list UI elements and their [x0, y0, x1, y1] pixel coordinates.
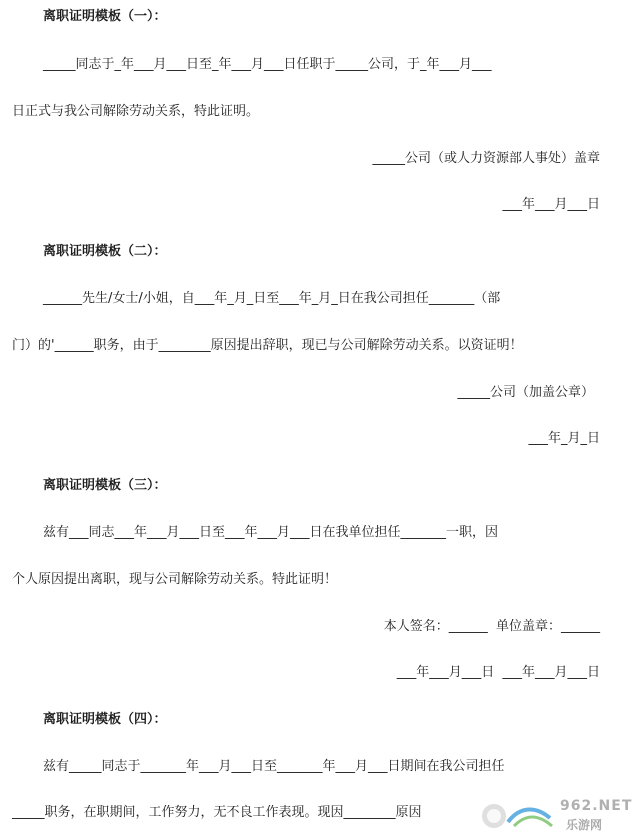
section-2-date: ___年_月_日 — [528, 431, 600, 446]
section-1-body-line-1: _____同志于_年___月___日至_年___月___日任职于_____公司，于_年___月___ — [43, 57, 492, 72]
watermark-sub-text: 乐游网 — [566, 818, 603, 832]
section-3-body-line-2: 个人原因提出离职，现与公司解除劳动关系。特此证明！ — [12, 572, 338, 587]
watermark — [480, 798, 632, 834]
section-1-body-line-2: 日正式与我公司解除劳动关系，特此证明。 — [12, 104, 260, 119]
section-4-body-line-2: _____职务，在职期间，工作努力，无不良工作表现。现因________原因 — [12, 805, 422, 820]
section-4-heading: 离职证明模板（四）： — [43, 712, 167, 727]
section-2-signature: _____公司（加盖公章） — [457, 385, 594, 400]
section-3-body-line-1: 兹有___同志___年___月___日至___年___月___日在我单位担任_______一职，因 — [43, 525, 499, 540]
section-3-signature: 本人签名：______ 单位盖章：______ — [383, 619, 600, 634]
section-1-heading: 离职证明模板（一）： — [43, 9, 167, 24]
section-3-heading: 离职证明模板（三）： — [43, 478, 167, 493]
section-1-date: ___年___月___日 — [502, 197, 600, 212]
section-2-heading: 离职证明模板（二）： — [43, 244, 167, 259]
section-4-body-line-1: 兹有_____同志于_______年___月___日至_______年___月___日期间在我公司担任 — [43, 759, 505, 774]
section-1-signature: _____公司（或人力资源部人事处）盖章 — [372, 151, 600, 166]
section-3-date: ___年___月___日 ___年___月___日 — [396, 665, 600, 680]
section-2-body-line-1: ______先生/女士/小姐，自___年_月_日至___年_月_日在我公司担任_______（部 — [43, 291, 501, 306]
watermark-logo-text: 962.NET — [560, 798, 632, 814]
section-2-body-line-2: 门）的'______职务，由于________原因提出辞职，现已与公司解除劳动关系。以资证明！ — [12, 338, 523, 353]
